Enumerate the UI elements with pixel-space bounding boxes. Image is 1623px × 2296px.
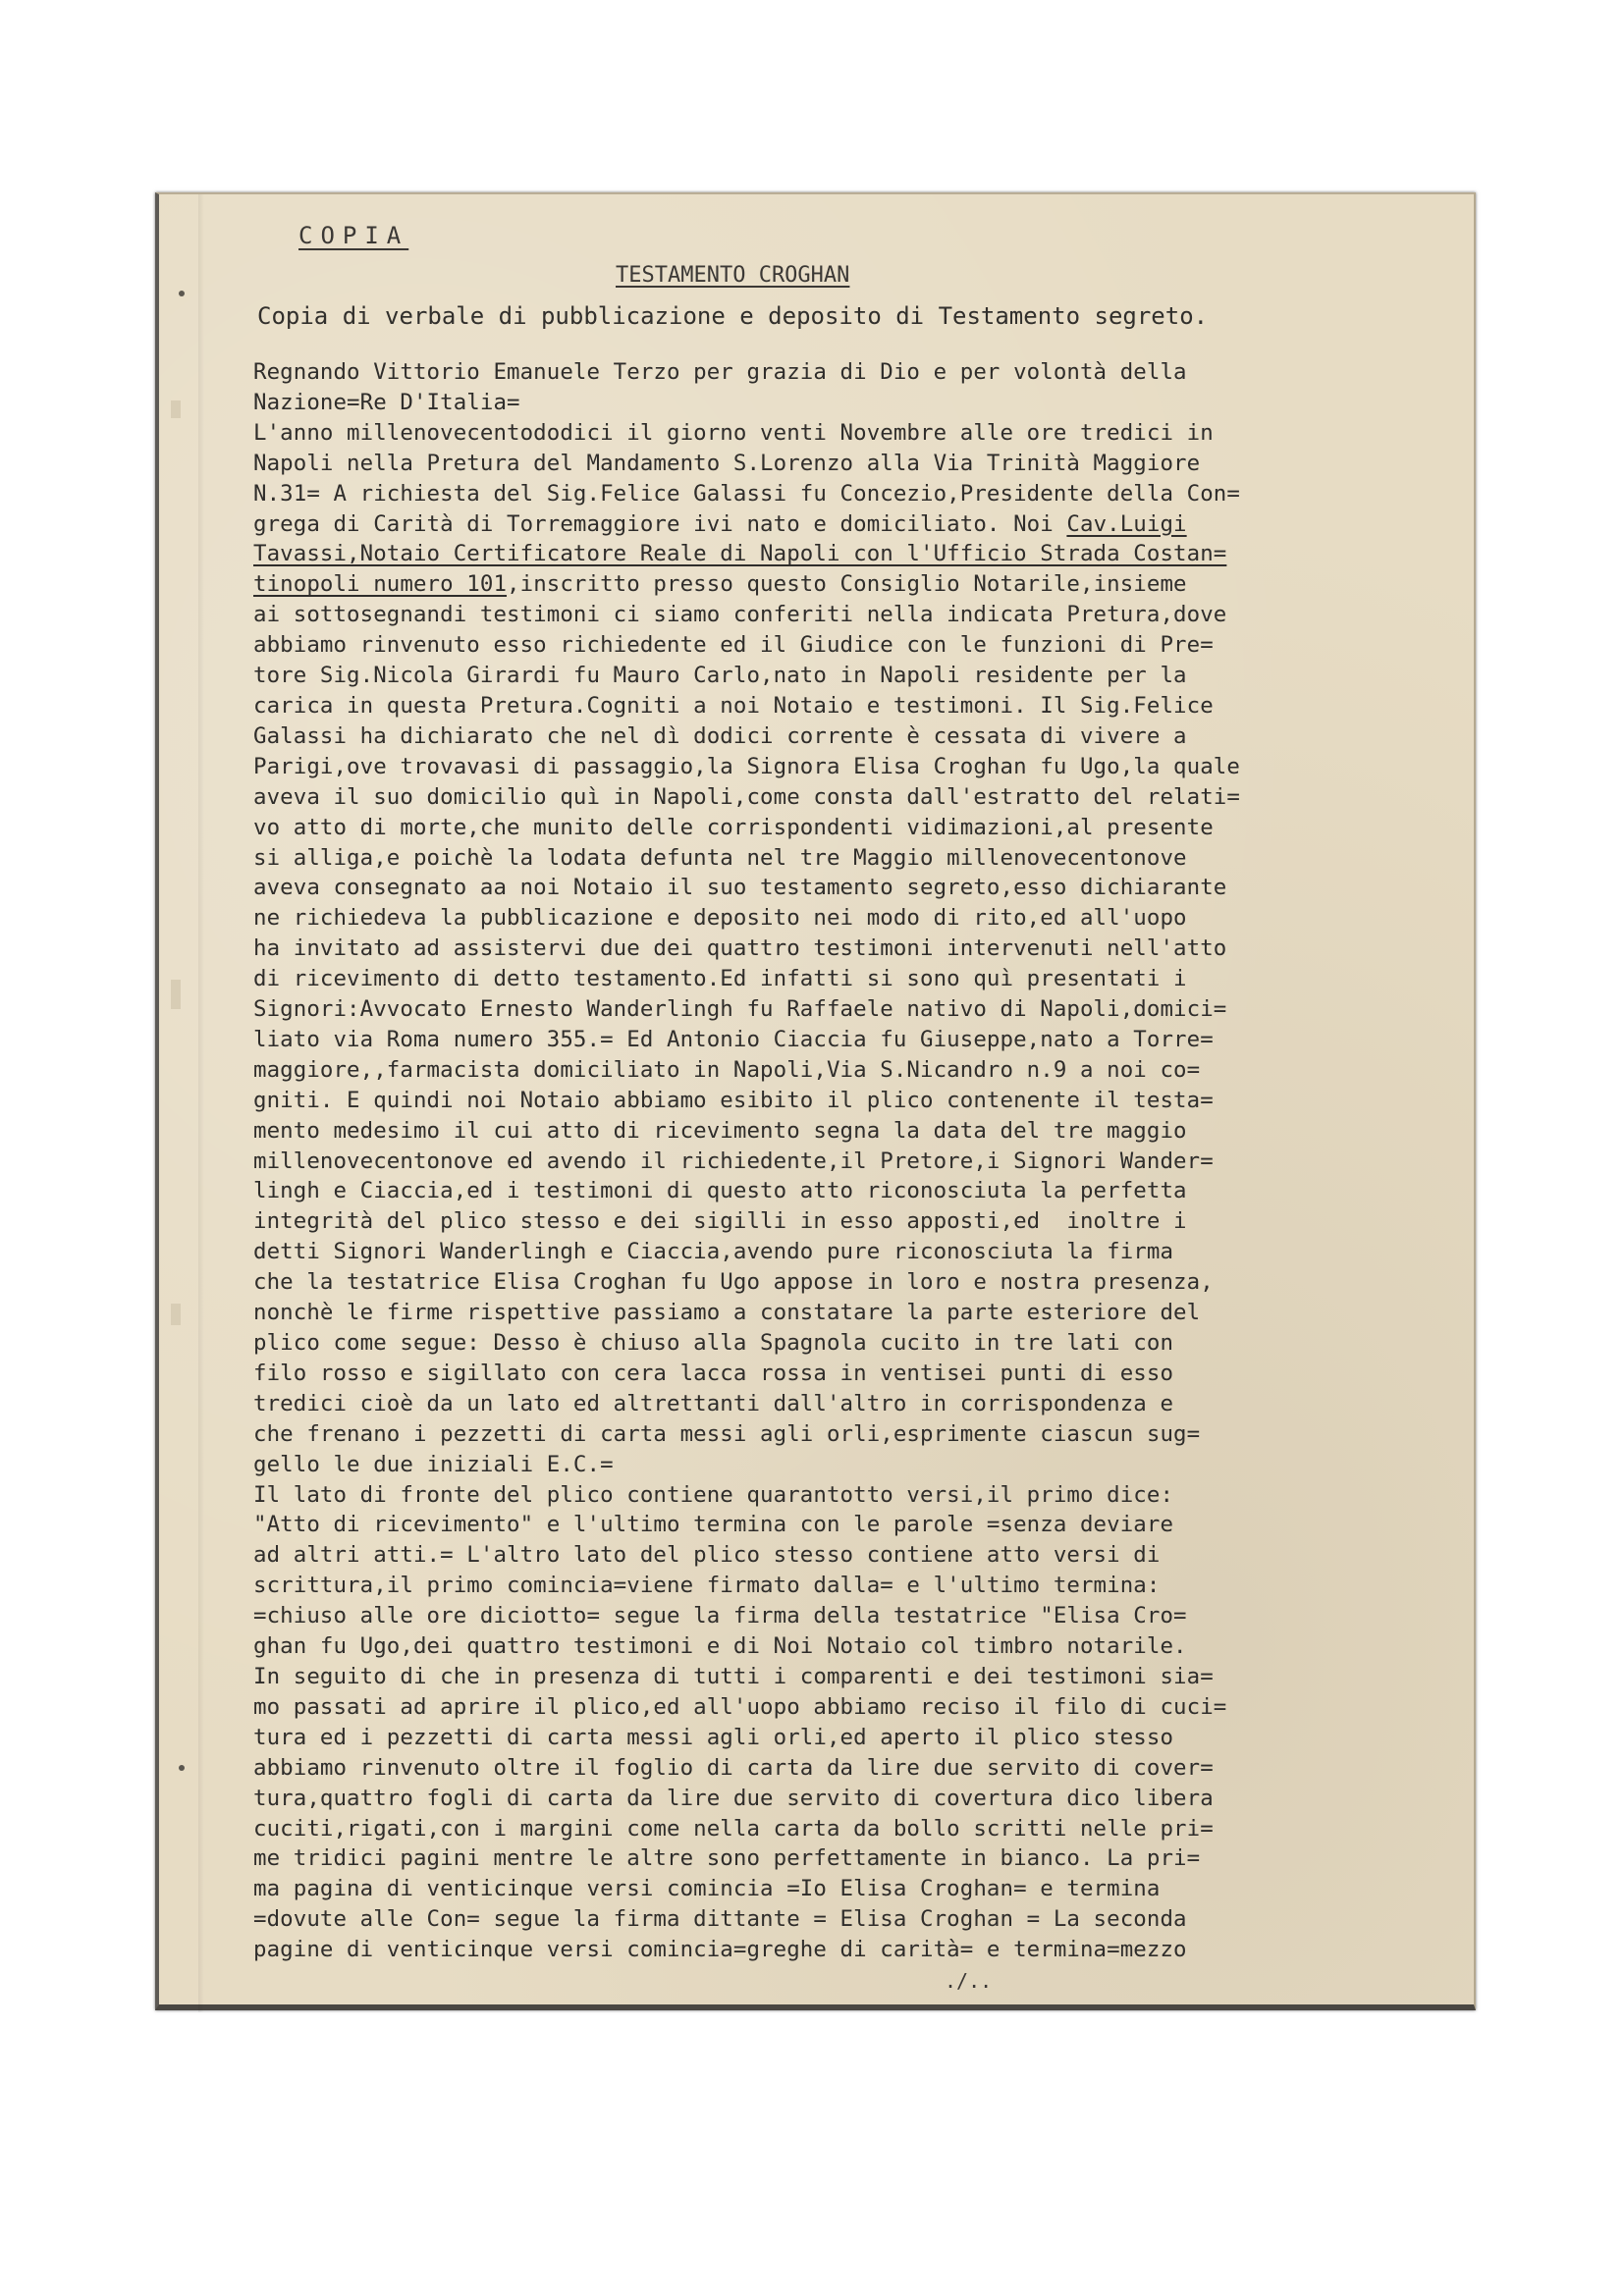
- text-line: aveva il suo domicilio quì in Napoli,come consta dall'estratto del relati=: [253, 783, 1240, 810]
- text-line: aveva consegnato aa noi Notaio il suo testamento segreto,esso dichiarante: [253, 875, 1227, 901]
- text-line: [253, 569, 1432, 600]
- text-line: si alliga,e poichè la lodata defunta nel tre Maggio millenovecentonove: [253, 844, 1187, 871]
- underlined-name: Cav.Luigi: [1066, 510, 1187, 537]
- text-line: N.31= A richiesta del Sig.Felice Galassi fu Concezio,Presidente della Con=: [253, 480, 1240, 507]
- text-line: ne richiedeva la pubblicazione e deposito nei modo di rito,ed all'uopo: [253, 905, 1187, 932]
- document-content: [159, 194, 1474, 2004]
- page-continuation-mark: ./..: [945, 1969, 993, 1993]
- text-line: che la testatrice Elisa Croghan fu Ugo appose in loro e nostra presenza,: [253, 1269, 1214, 1296]
- line-continuation: ,inscritto presso questo Consiglio Notarile,insieme: [507, 571, 1187, 598]
- document-subtitle: Copia di verbale di pubblicazione e deposito di Testamento segreto.: [257, 302, 1209, 330]
- text-line: In seguito di che in presenza di tutti i comparenti e dei testimoni sia=: [253, 1663, 1214, 1689]
- text-line: Napoli nella Pretura del Mandamento S.Lorenzo alla Via Trinità Maggiore: [253, 450, 1201, 476]
- text-line: tredici cioè da un lato ed altrettanti dall'altro in corrispondenza e: [253, 1390, 1174, 1416]
- document-sheet: [155, 192, 1476, 2010]
- text-line: ad altri atti.= L'altro lato del plico stesso contiene atto versi di: [253, 1542, 1161, 1569]
- text-line: ma pagina di venticinque versi comincia =Io Elisa Croghan= e termina: [253, 1876, 1161, 1902]
- text-line: tura ed i pezzetti di carta messi agli orli,ed aperto il plico stesso: [253, 1724, 1174, 1750]
- text-line: filo rosso e sigillato con cera lacca rossa in ventisei punti di esso: [253, 1360, 1174, 1386]
- text-line: Signori:Avvocato Ernesto Wanderlingh fu Raffaele nativo di Napoli,domici=: [253, 996, 1227, 1023]
- text-line: pagine di venticinque versi comincia=greghe di carità= e termina=mezzo: [253, 1937, 1187, 1963]
- text-line: abbiamo rinvenuto esso richiedente ed il Giudice con le funzioni di Pre=: [253, 632, 1214, 659]
- text-line: maggiore,,farmacista domiciliato in Napoli,Via S.Nicandro n.9 a noi co=: [253, 1056, 1201, 1083]
- text-line: Il lato di fronte del plico contiene quarantotto versi,il primo dice:: [253, 1481, 1174, 1508]
- text-line: Galassi ha dichiarato che nel dì dodici corrente è cessata di vivere a: [253, 722, 1187, 749]
- text-line: =dovute alle Con= segue la firma dittante = Elisa Croghan = La seconda: [253, 1906, 1187, 1933]
- text-line: millenovecentonove ed avendo il richiedente,il Pretore,i Signori Wander=: [253, 1148, 1214, 1174]
- text-line: Nazione=Re D'Italia=: [253, 389, 520, 415]
- text-line: che frenano i pezzetti di carta messi agli orli,esprimente ciascun sug=: [253, 1420, 1201, 1447]
- text-line: scrittura,il primo comincia=viene firmato dalla= e l'ultimo termina:: [253, 1573, 1161, 1599]
- text-line: ai sottosegnandi testimoni ci siamo conferiti nella indicata Pretura,dove: [253, 602, 1227, 628]
- text-line: tore Sig.Nicola Girardi fu Mauro Carlo,nato in Napoli residente per la: [253, 663, 1187, 689]
- text-line: me tridici pagini mentre le altre sono perfettamente in bianco. La pri=: [253, 1845, 1201, 1872]
- text-line: detti Signori Wanderlingh e Ciaccia,avendo pure riconosciuta la firma: [253, 1239, 1174, 1265]
- text-line: Tavassi,Notaio Certificatore Reale di Napoli con l'Ufficio Strada Costan=: [253, 541, 1227, 567]
- text-line: mo passati ad aprire il plico,ed all'uopo abbiamo reciso il filo di cuci=: [253, 1693, 1227, 1720]
- text-line: grega di Carità di Torremaggiore ivi nato e domiciliato. Noi Cav.Luigi: [253, 510, 1187, 537]
- text-line: Regnando Vittorio Emanuele Terzo per grazia di Dio e per volontà della: [253, 359, 1187, 385]
- text-line: liato via Roma numero 355.= Ed Antonio Ciaccia fu Giuseppe,nato a Torre=: [253, 1026, 1214, 1052]
- underlined-address: tinopoli numero 101: [253, 571, 508, 598]
- text-line: gniti. E quindi noi Notaio abbiamo esibito il plico contenente il testa=: [253, 1087, 1214, 1113]
- text-line: ha invitato ad assistervi due dei quattro testimoni intervenuti nell'atto: [253, 935, 1227, 962]
- text-line: ghan fu Ugo,dei quattro testimoni e di Noi Notaio col timbro notarile.: [253, 1633, 1187, 1660]
- text-line: vo atto di morte,che munito delle corrispondenti vidimazioni,al presente: [253, 814, 1214, 840]
- text-line: lingh e Ciaccia,ed i testimoni di questo atto riconosciuta la perfetta: [253, 1178, 1187, 1204]
- text-line: abbiamo rinvenuto oltre il foglio di carta da lire due servito di cover=: [253, 1754, 1214, 1781]
- text-line: L'anno millenovecentododici il giorno venti Novembre alle ore tredici in: [253, 419, 1214, 446]
- text-line: plico come segue: Desso è chiuso alla Spagnola cucito in tre lati con: [253, 1330, 1174, 1356]
- text-line: cuciti,rigati,con i margini come nella carta da bollo scritti nelle pri=: [253, 1815, 1214, 1842]
- text-line: mento medesimo il cui atto di ricevimento segna la data del tre maggio: [253, 1117, 1187, 1144]
- document-title: TESTAMENTO CROGHAN: [616, 263, 850, 288]
- text-line: carica in questa Pretura.Cogniti a noi Notaio e testimoni. Il Sig.Felice: [253, 692, 1214, 719]
- text-line: tura,quattro fogli di carta da lire due servito di covertura dico libera: [253, 1785, 1214, 1811]
- text-line: Parigi,ove trovavasi di passaggio,la Signora Elisa Croghan fu Ugo,la quale: [253, 753, 1240, 779]
- text-line: =chiuso alle ore diciotto= segue la firma della testatrice "Elisa Cro=: [253, 1603, 1187, 1629]
- text-line: integrità del plico stesso e dei sigilli in esso apposti,ed inoltre i: [253, 1208, 1187, 1235]
- text-line: gello le due iniziali E.C.=: [253, 1451, 614, 1477]
- text-line: di ricevimento di detto testamento.Ed infatti si sono quì presentati i: [253, 966, 1187, 992]
- text-line: "Atto di ricevimento" e l'ultimo termina con le parole =senza deviare: [253, 1512, 1174, 1538]
- document-body: [253, 351, 1432, 1965]
- text-line: nonchè le firme rispettive passiamo a constatare la parte esteriore del: [253, 1300, 1201, 1326]
- copy-heading: COPIA: [298, 222, 409, 249]
